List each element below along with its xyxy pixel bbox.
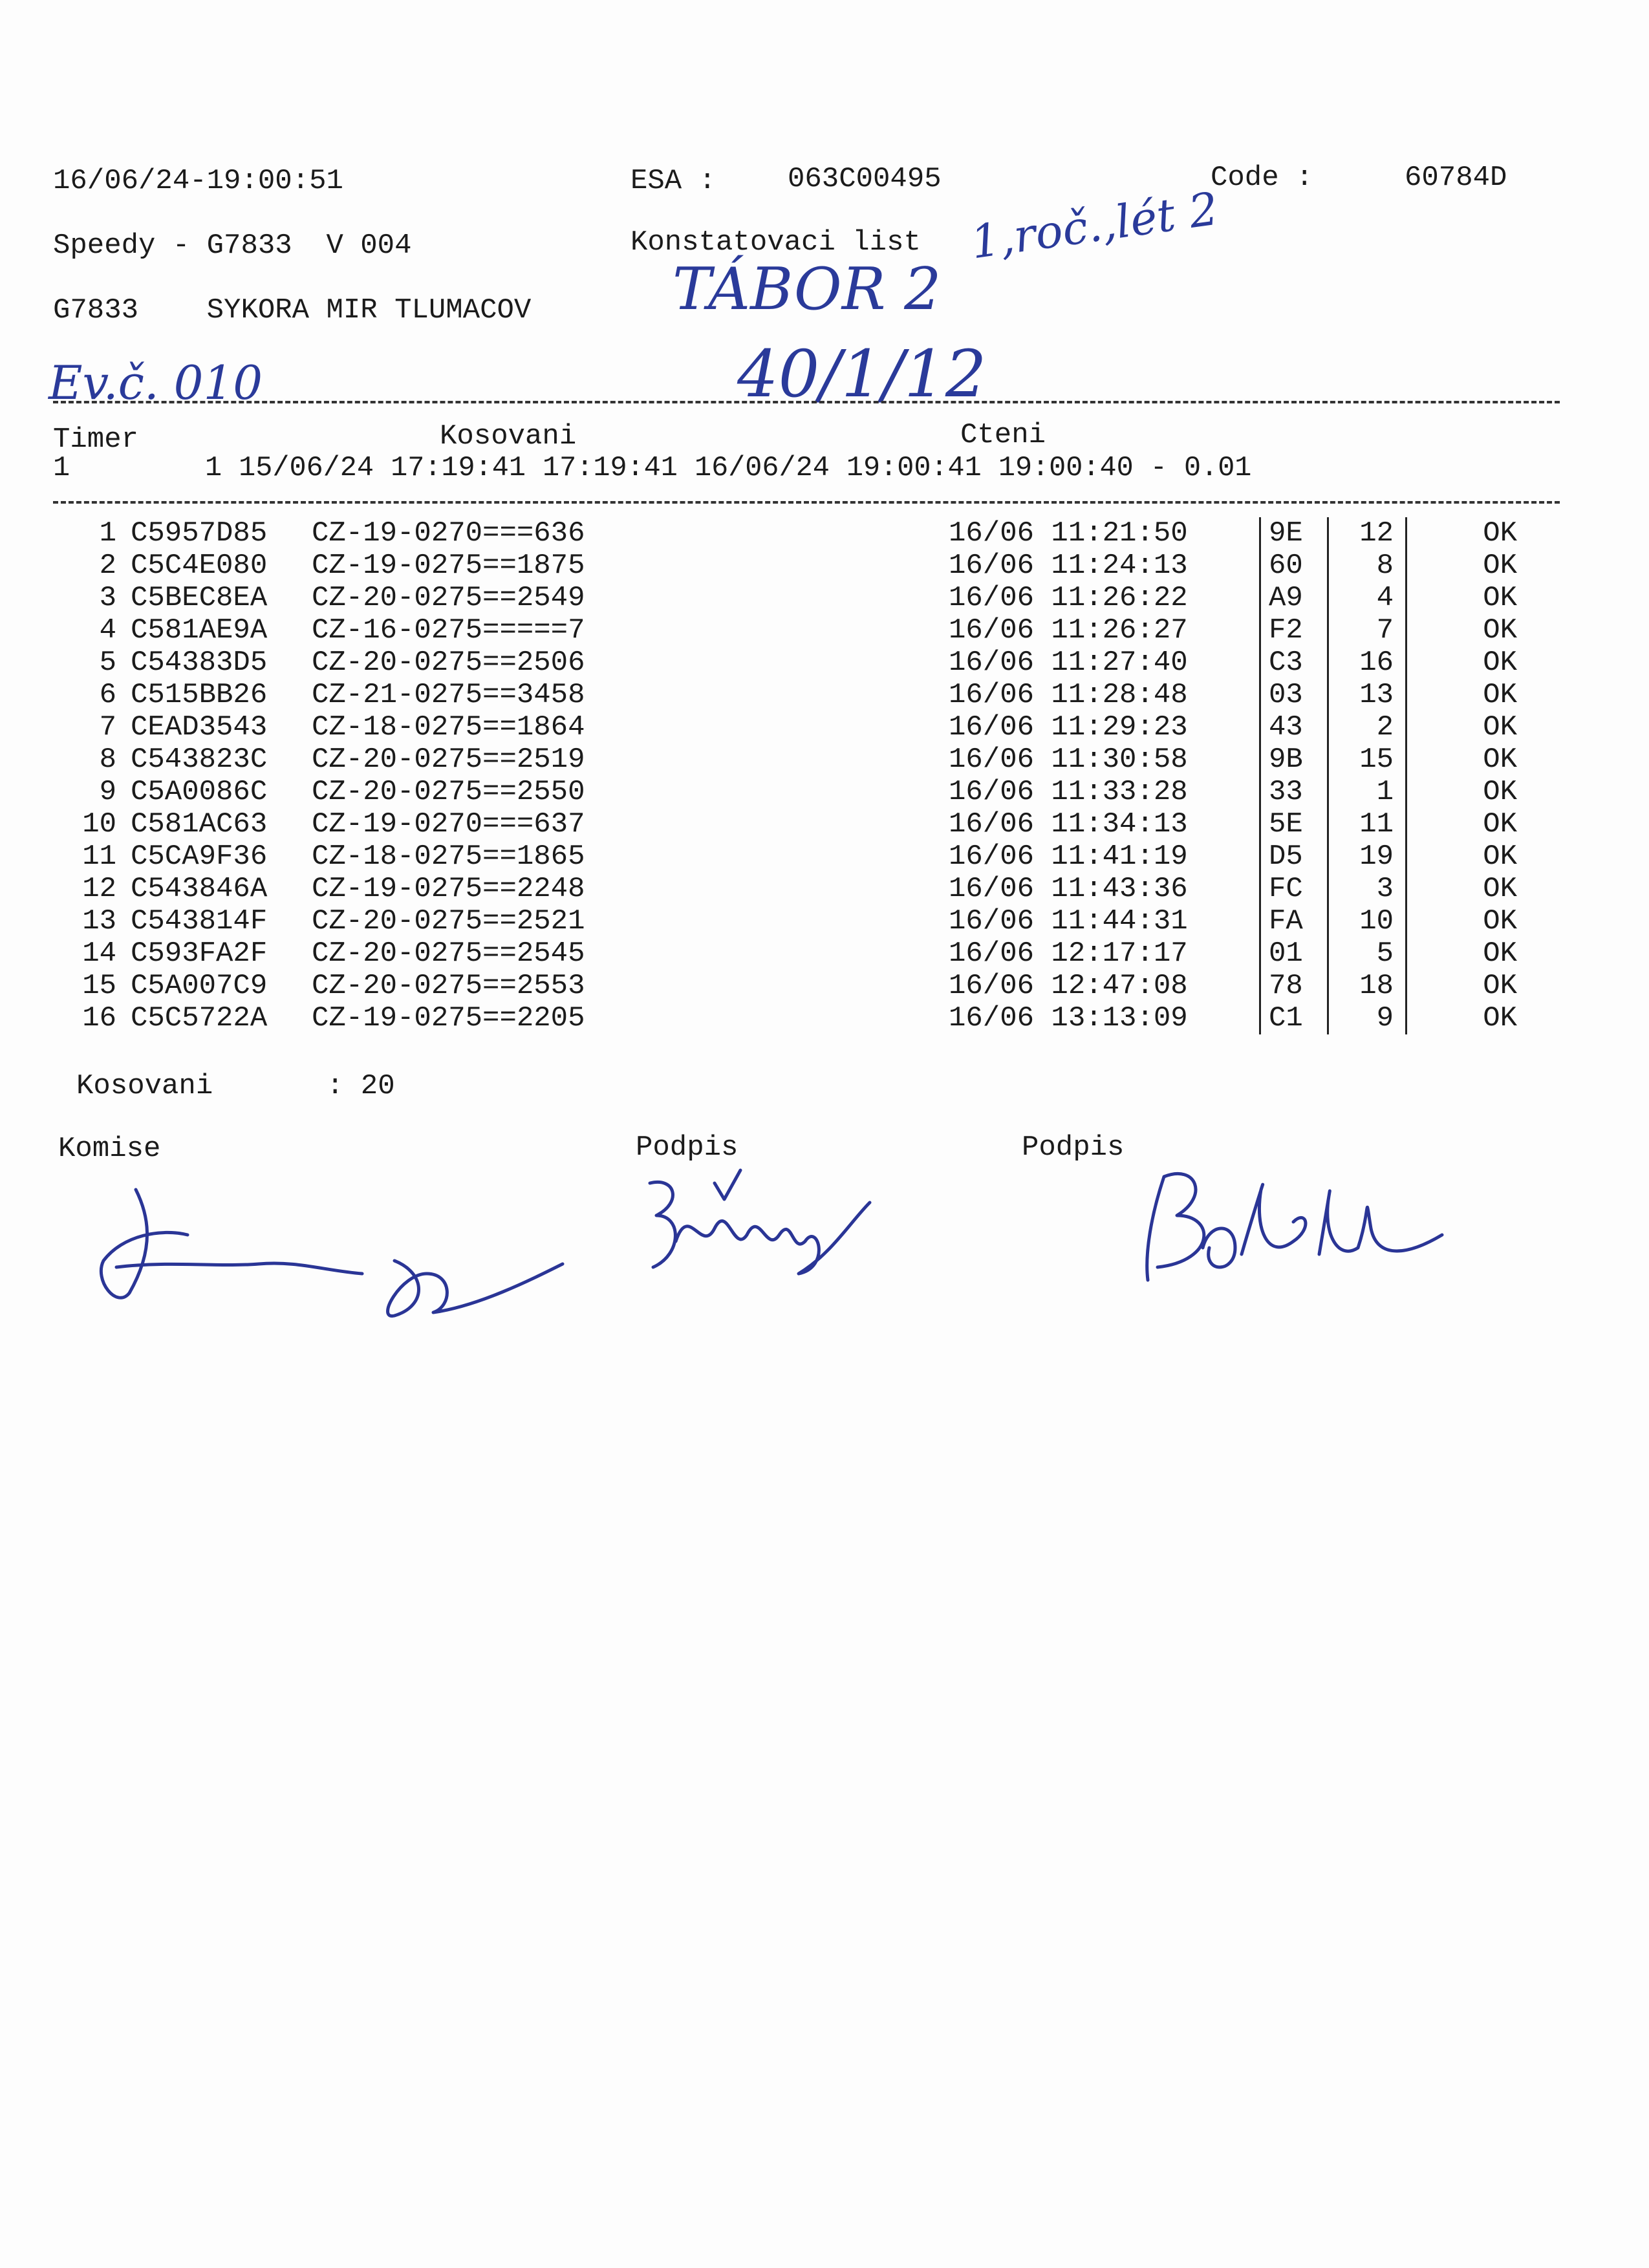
table-row	[52, 550, 1517, 582]
row-code: FC	[1260, 873, 1328, 905]
esa-value: 063C00495	[788, 163, 942, 195]
row-chip-id: C5C4E080	[131, 550, 268, 582]
table-row	[52, 679, 1517, 711]
row-code: A9	[1260, 582, 1328, 614]
row-position: 7	[1328, 614, 1406, 647]
row-arrival-time: 16/06 11:24:13	[949, 550, 1188, 582]
row-position: 12	[1328, 517, 1406, 550]
row-separator	[1246, 614, 1260, 647]
row-arrival-time: 16/06 11:29:23	[949, 711, 1188, 744]
table-row	[52, 905, 1517, 937]
list-title: Konstatovaci list	[630, 226, 921, 259]
row-ring-number: CZ-19-0275==2248	[312, 873, 585, 905]
esa-label: ESA :	[630, 165, 717, 197]
row-code: 01	[1260, 937, 1328, 970]
handwritten-location: TÁBOR 2	[673, 255, 942, 323]
row-arrival-time: 16/06 11:33:28	[949, 776, 1188, 808]
signature-podpis-1	[637, 1164, 883, 1293]
row-code: 9E	[1260, 517, 1328, 550]
row-index: 7	[99, 711, 116, 744]
row-index: 6	[99, 679, 116, 711]
handwritten-list-note: 1,roč.,lét 2	[967, 182, 1222, 270]
row-index: 8	[99, 744, 116, 776]
row-ring-number: CZ-20-0275==2553	[312, 970, 585, 1002]
row-code: 9B	[1260, 744, 1328, 776]
row-ring-number: CZ-20-0275==2550	[312, 776, 585, 808]
row-chip-id: C5A007C9	[131, 970, 268, 1002]
row-ring-number: CZ-19-0270===637	[312, 808, 585, 840]
row-position: 11	[1328, 808, 1406, 840]
row-index: 4	[99, 614, 116, 647]
timer-label: Timer	[53, 423, 139, 456]
row-separator	[1246, 840, 1260, 873]
row-arrival-time: 16/06 12:47:08	[949, 970, 1188, 1002]
row-code: 03	[1260, 679, 1328, 711]
row-code: C3	[1260, 647, 1328, 679]
row-separator	[1246, 550, 1260, 582]
row-status: OK	[1483, 808, 1517, 840]
row-status: OK	[1483, 582, 1517, 614]
row-status: OK	[1483, 776, 1517, 808]
row-position: 18	[1328, 970, 1406, 1002]
row-ring-number: CZ-20-0275==2521	[312, 905, 585, 937]
timer-line: 1 1 15/06/24 17:19:41 17:19:41 16/06/24 19:00:41 19:00:40 - 0.01	[53, 453, 1252, 484]
kosovani-label: Kosovani	[440, 420, 577, 453]
table-row	[52, 937, 1517, 970]
row-position: 2	[1328, 711, 1406, 744]
row-separator	[1246, 517, 1260, 550]
row-chip-id: C581AE9A	[131, 614, 268, 647]
signature-komise	[91, 1177, 582, 1332]
row-status: OK	[1483, 679, 1517, 711]
row-position: 3	[1328, 873, 1406, 905]
table-row	[52, 873, 1517, 905]
row-ring-number: CZ-16-0275=====7	[312, 614, 585, 647]
row-arrival-time: 16/06 11:41:19	[949, 840, 1188, 873]
row-separator	[1246, 776, 1260, 808]
row-arrival-time: 16/06 11:27:40	[949, 647, 1188, 679]
row-chip-id: CEAD3543	[131, 711, 268, 744]
row-chip-id: C543823C	[131, 744, 268, 776]
row-status: OK	[1483, 873, 1517, 905]
table-row	[52, 647, 1517, 679]
row-index: 9	[99, 776, 116, 808]
table-row	[52, 970, 1517, 1002]
komise-label: Komise	[58, 1133, 161, 1165]
row-index: 5	[99, 647, 116, 679]
row-position: 9	[1328, 1002, 1406, 1034]
cteni-label: Cteni	[960, 419, 1046, 451]
row-position: 4	[1328, 582, 1406, 614]
row-position: 16	[1328, 647, 1406, 679]
row-position: 5	[1328, 937, 1406, 970]
row-index: 11	[82, 840, 116, 873]
table-row	[52, 614, 1517, 647]
row-separator	[1246, 873, 1260, 905]
row-code: F2	[1260, 614, 1328, 647]
row-chip-id: C5C5722A	[131, 1002, 268, 1034]
row-index: 16	[82, 1002, 116, 1034]
row-separator	[1246, 744, 1260, 776]
summary-kosovani-label: Kosovani	[76, 1070, 213, 1102]
row-index: 13	[82, 905, 116, 937]
row-status: OK	[1483, 937, 1517, 970]
row-index: 15	[82, 970, 116, 1002]
row-separator	[1246, 582, 1260, 614]
row-ring-number: CZ-21-0275==3458	[312, 679, 585, 711]
row-code: 33	[1260, 776, 1328, 808]
row-status: OK	[1483, 517, 1517, 550]
row-chip-id: C543814F	[131, 905, 268, 937]
row-ring-number: CZ-20-0275==2549	[312, 582, 585, 614]
row-ring-number: CZ-20-0275==2506	[312, 647, 585, 679]
row-separator	[1246, 970, 1260, 1002]
handwritten-counts: 40/1/12	[737, 336, 987, 412]
row-chip-id: C5957D85	[131, 517, 268, 550]
divider-top	[53, 401, 1560, 403]
row-status: OK	[1483, 970, 1517, 1002]
row-index: 1	[99, 517, 116, 550]
table-row	[52, 840, 1517, 873]
row-ring-number: CZ-20-0275==2545	[312, 937, 585, 970]
row-chip-id: C543846A	[131, 873, 268, 905]
row-arrival-time: 16/06 11:34:13	[949, 808, 1188, 840]
row-code: FA	[1260, 905, 1328, 937]
print-datetime: 16/06/24-19:00:51	[53, 165, 343, 197]
table-row	[52, 517, 1517, 550]
row-status: OK	[1483, 647, 1517, 679]
podpis-label-1: Podpis	[636, 1131, 738, 1164]
row-chip-id: C5BEC8EA	[131, 582, 268, 614]
row-arrival-time: 16/06 11:21:50	[949, 517, 1188, 550]
row-separator	[1246, 711, 1260, 744]
row-code: 5E	[1260, 808, 1328, 840]
row-position: 8	[1328, 550, 1406, 582]
row-separator	[1246, 679, 1260, 711]
row-position: 1	[1328, 776, 1406, 808]
owner-line: G7833 SYKORA MIR TLUMACOV	[53, 294, 532, 326]
row-arrival-time: 16/06 11:28:48	[949, 679, 1188, 711]
row-separator	[1246, 1002, 1260, 1034]
table-row	[52, 744, 1517, 776]
row-separator	[1246, 905, 1260, 937]
row-code: D5	[1260, 840, 1328, 873]
handwritten-evidence: Ev.č. 010	[48, 356, 263, 410]
row-position: 15	[1328, 744, 1406, 776]
device-info: Speedy - G7833 V 004	[53, 230, 412, 262]
table-row	[52, 776, 1517, 808]
row-chip-id: C5CA9F36	[131, 840, 268, 873]
row-arrival-time: 16/06 13:13:09	[949, 1002, 1188, 1034]
row-separator	[1246, 937, 1260, 970]
row-chip-id: C54383D5	[131, 647, 268, 679]
row-ring-number: CZ-18-0275==1865	[312, 840, 585, 873]
signature-podpis-2	[1138, 1151, 1449, 1300]
divider-bottom	[53, 501, 1560, 504]
row-separator	[1246, 808, 1260, 840]
row-code: C1	[1260, 1002, 1328, 1034]
row-arrival-time: 16/06 11:44:31	[949, 905, 1188, 937]
table-row	[52, 1002, 1517, 1034]
row-status: OK	[1483, 550, 1517, 582]
podpis-label-2: Podpis	[1022, 1131, 1125, 1164]
row-separator	[1246, 647, 1260, 679]
row-position: 13	[1328, 679, 1406, 711]
row-chip-id: C515BB26	[131, 679, 268, 711]
row-code: 60	[1260, 550, 1328, 582]
row-status: OK	[1483, 711, 1517, 744]
row-arrival-time: 16/06 11:26:22	[949, 582, 1188, 614]
row-ring-number: CZ-19-0275==1875	[312, 550, 585, 582]
row-arrival-time: 16/06 11:26:27	[949, 614, 1188, 647]
row-index: 12	[82, 873, 116, 905]
row-chip-id: C593FA2F	[131, 937, 268, 970]
row-arrival-time: 16/06 12:17:17	[949, 937, 1188, 970]
table-row	[52, 808, 1517, 840]
row-index: 2	[99, 550, 116, 582]
row-ring-number: CZ-19-0275==2205	[312, 1002, 585, 1034]
row-ring-number: CZ-18-0275==1864	[312, 711, 585, 744]
row-position: 10	[1328, 905, 1406, 937]
arrivals-table	[52, 517, 1517, 1034]
row-index: 10	[82, 808, 116, 840]
table-row	[52, 582, 1517, 614]
row-ring-number: CZ-19-0270===636	[312, 517, 585, 550]
table-row	[52, 711, 1517, 744]
row-index: 3	[99, 582, 116, 614]
code-label: Code :	[1211, 162, 1313, 194]
code-value: 60784D	[1405, 162, 1507, 194]
row-arrival-time: 16/06 11:43:36	[949, 873, 1188, 905]
row-status: OK	[1483, 744, 1517, 776]
row-code: 78	[1260, 970, 1328, 1002]
row-status: OK	[1483, 905, 1517, 937]
row-chip-id: C581AC63	[131, 808, 268, 840]
row-ring-number: CZ-20-0275==2519	[312, 744, 585, 776]
row-status: OK	[1483, 1002, 1517, 1034]
row-arrival-time: 16/06 11:30:58	[949, 744, 1188, 776]
row-status: OK	[1483, 614, 1517, 647]
row-index: 14	[82, 937, 116, 970]
summary-kosovani-value: : 20	[327, 1070, 395, 1102]
row-status: OK	[1483, 840, 1517, 873]
row-chip-id: C5A0086C	[131, 776, 268, 808]
row-position: 19	[1328, 840, 1406, 873]
row-code: 43	[1260, 711, 1328, 744]
